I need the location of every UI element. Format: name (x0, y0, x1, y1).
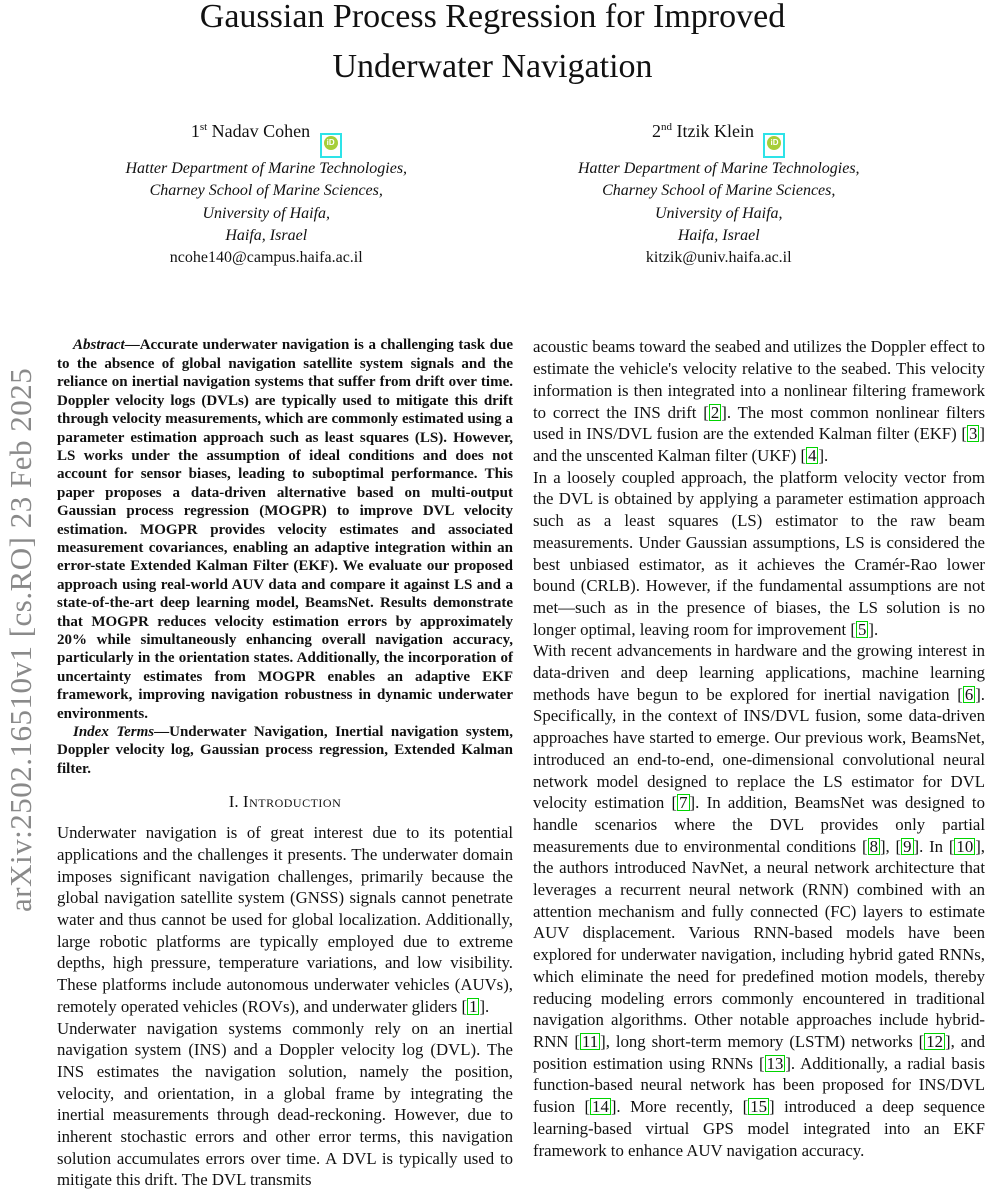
author-1-order-suffix: st (199, 121, 208, 133)
author-2-order-suffix: nd (661, 121, 672, 133)
citation-link[interactable]: 12 (926, 1031, 944, 1051)
two-column-body (57, 336, 985, 1191)
paper-title (0, 0, 985, 92)
orcid-icon: iD (767, 136, 781, 150)
author-2-affiliation-school: Charney School of Marine Sciences, (602, 182, 836, 200)
index-terms-text: —Underwater Navigation, Inertial navigation system, Doppler velocity log, Gaussian process regression, Extended Kalman filter. (57, 724, 513, 777)
author-block-2 (493, 115, 946, 269)
index-terms-label: Index Terms (73, 724, 155, 741)
author-block-1 (40, 115, 493, 269)
paragraph-intro-3: acoustic beams toward the seabed and utilizes the Doppler effect to estimate the vehicle's velocity relative to the seabed. This velocity information is then integrated into a nonlinear filtering framework to correct the INS drift [ 2 ]. The most common nonlinear filters used in INS/DVL fusion are the extended Kalman filter (EKF) [ 3 ] and the unscented Kalman filter (UKF) [ 4 ]. (533, 337, 985, 465)
arxiv-watermark: arXiv:2502.16510v1 [cs.RO] 23 Feb 2025 (3, 367, 38, 912)
author-2-email: kitzik@univ.haifa.ac.il (645, 249, 792, 267)
section-number: I. (228, 792, 239, 812)
citation-link[interactable]: 8 (869, 836, 878, 856)
paper-title-line2: Underwater Navigation (332, 48, 653, 85)
paper-title-line1: Gaussian Process Regression for Improved (199, 0, 786, 35)
paragraph-intro-5: With recent advancements in hardware and the growing interest in data-driven and deep learning applications, machine learning methods have begun to be explored for inertial navigation [ 6 ]. Specifically, in the context of INS/DVL fusion, some data-driven approaches have started to emerge. Our previous work, BeamsNet, introduced an end-to-end, one-dimensional convolutional neural network model designed to replace the LS estimator for DVL velocity estimation [ 7 ]. In addition, BeamsNet was designed to handle scenarios where the DVL provides only partial measurements due to environmental conditions [ 8 ], [ 9 ]. In [ 10 ], the authors introduced NavNet, a neural network architecture that leverages a recurrent neural network (RNN) combined with an attention mechanism and fully connected (FC) layers to estimate AUV displacement. Various RNN-based models have been explored for underwater navigation, including hybrid gated RNNs, which eliminate the need for predefined motion models, thereby reducing modeling errors commonly encountered in traditional navigation algorithms. Other notable approaches include hybrid-RNN [ 11 ], long short-term memory (LSTM) networks [ 12 ], and position estimation using RNNs [ 13 ]. Additionally, a radial basis function-based neural network has been proposed for INS/DVL fusion [ 14 ]. More recently, [ 15 ] introduced a deep sequence learning-based virtual GPS model integrated into an EKF framework to enhance AUV navigation accuracy. (533, 641, 985, 1160)
orcid-link[interactable] (320, 133, 342, 158)
citation-link[interactable]: 2 (710, 402, 720, 422)
citation-link[interactable]: 11 (581, 1031, 599, 1051)
author-2-name (493, 115, 946, 158)
author-2-order: 2 (652, 121, 661, 141)
section-title: Introduction (242, 792, 342, 812)
section-heading-introduction (57, 792, 513, 812)
author-1-name (40, 115, 493, 158)
left-column (57, 336, 513, 1191)
index-terms (57, 723, 513, 778)
author-1-order: 1 (190, 121, 200, 141)
abstract-label: Abstract (73, 337, 125, 354)
citation-link[interactable]: 7 (679, 793, 688, 813)
abstract (57, 336, 513, 723)
author-2-affiliation-university: University of Haifa, (654, 204, 783, 222)
author-2-affiliation-city: Haifa, Israel (677, 226, 760, 244)
author-2-affiliation-dept: Hatter Department of Marine Technologies, (577, 160, 860, 177)
authors-row (0, 115, 985, 269)
orcid-icon: iD (324, 136, 338, 150)
citation-link[interactable]: 1 (469, 996, 478, 1016)
citation-link[interactable]: 10 (956, 836, 974, 856)
author-1-name-text: Nadav Cohen (211, 121, 311, 141)
citation-link[interactable]: 15 (750, 1097, 767, 1117)
author-1-email: ncohe140@campus.haifa.ac.il (169, 249, 363, 267)
author-1-affiliation-school: Charney School of Marine Sciences, (149, 182, 383, 200)
paragraph-intro-1: Underwater navigation is of great interest due to its potential applications and the challenges it presents. The underwater domain imposes significant navigation challenges, primarily because the global navigation satellite system (GNSS) signals cannot penetrate water and thus cannot be used for global localization. Additionally, large robotic platforms are typically employed due to extreme depths, high pressure, temperature variations, and low visibility. These platforms include autonomous underwater vehicles (AUVs), remotely operated vehicles (ROVs), and underwater gliders [ 1 ]. (57, 823, 513, 1016)
orcid-link[interactable] (763, 133, 785, 158)
citation-link[interactable]: 4 (808, 446, 817, 465)
author-2-name-text: Itzik Klein (676, 121, 754, 141)
right-column (533, 336, 985, 1191)
author-1-affiliation-city: Haifa, Israel (225, 226, 308, 244)
author-1-affiliation-university: University of Haifa, (202, 204, 331, 222)
paragraph-intro-2: Underwater navigation systems commonly rely on an inertial navigation system (INS) and a Doppler velocity log (DVL). The INS estimates the navigation solution, namely the position, velocity, and orientation, in a global frame by integrating the inertial measurements through dead-reckoning. However, due to inherent stochastic errors and other error terms, this navigation solution accumulates errors over time. A DVL is typically used to mitigate this drift. The DVL transmits (57, 1018, 513, 1190)
citation-link[interactable]: 3 (969, 424, 978, 444)
abstract-text: —Accurate underwater navigation is a challenging task due to the absence of global navigation satellite system signals and the reliance on inertial navigation systems that suffer from drift over time. Doppler velocity logs (DVLs) are typically used to mitigate this drift through velocity measurements, which are commonly estimated using a parameter estimation approach such as least squares (LS). However, LS works under the assumption of ideal conditions and does not account for sensor biases, leading to suboptimal performance. This paper proposes a data-driven alternative based on multi-output Gaussian process regression (MOGPR) to improve DVL velocity estimation. MOGPR provides velocity estimates and associated measurement covariances, enabling an adaptive integration within an error-state Extended Kalman Filter (EKF). We evaluate our proposed approach using real-world AUV data and compare it against LS and a state-of-the-art deep learning model, BeamsNet. Results demonstrate that MOGPR reduces velocity estimation errors by approximately 20% while simultaneously enhancing overall navigation accuracy, particularly in the orientation states. Additionally, the incorporation of uncertainty estimates from MOGPR enables an adaptive EKF framework, improving navigation robustness in dynamic underwater environments. (57, 337, 513, 722)
author-1-affiliation-dept: Hatter Department of Marine Technologies, (125, 160, 408, 177)
citation-link[interactable]: 5 (857, 619, 867, 639)
citation-link[interactable]: 14 (592, 1097, 609, 1117)
citation-link[interactable]: 13 (766, 1053, 784, 1073)
paragraph-intro-4: In a loosely coupled approach, the platform velocity vector from the DVL is obtained by applying a parameter estimation approach such as a least squares (LS) estimator to the raw beam measurements. Under Gaussian assumptions, LS is considered the best unbiased estimator, as it achieves the Cramér-Rao lower bound (CRLB). However, if the fundamental assumptions are not met—such as in the presence of biases, the LS solution is no longer optimal, leaving room for improvement [ 5 ]. (533, 467, 985, 639)
citation-link[interactable]: 9 (903, 836, 912, 856)
citation-link[interactable]: 6 (964, 684, 974, 704)
